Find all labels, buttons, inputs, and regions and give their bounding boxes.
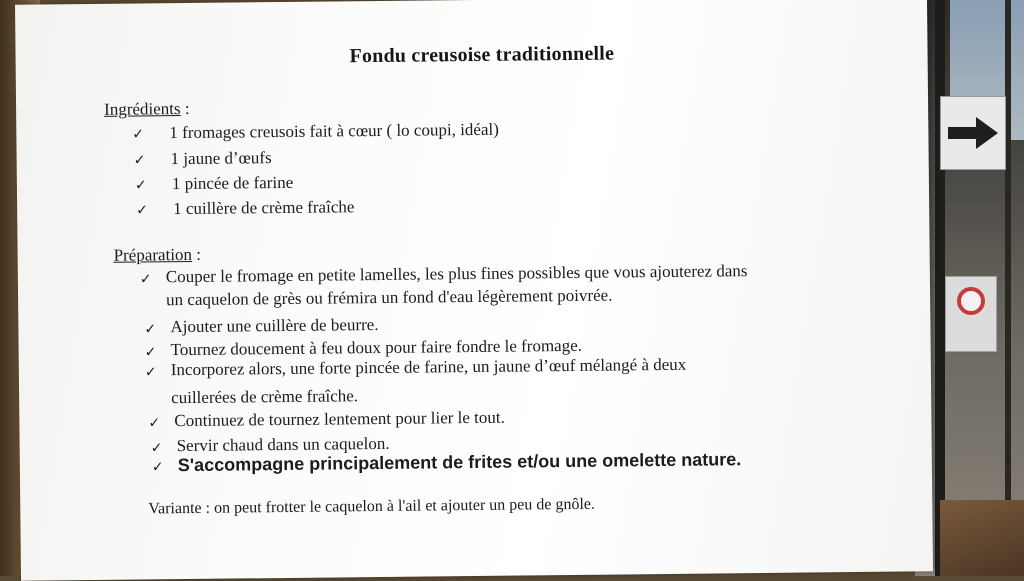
ingredient-item: 1 jaune d’œufs: [170, 148, 272, 169]
ingredient-item: 1 fromages creusois fait à cœur ( lo coupi, idéal): [169, 119, 499, 143]
ingredient-item: 1 pincée de farine: [171, 172, 294, 194]
check-icon: ✓: [132, 126, 145, 143]
check-icon: ✓: [139, 271, 152, 288]
preparation-heading-colon: :: [191, 244, 202, 264]
preparation-step-line: Incorporez alors, une forte pincée de farine, un jaune d’œuf mélangé à deux: [170, 354, 687, 380]
preparation-step-line: Continuez de tournez lentement pour lier le tout.: [174, 407, 505, 431]
recipe-variant: Variante : on peut frotter le caquelon à l'ail et ajouter un peu de gnôle.: [148, 495, 596, 518]
preparation-step-line: Ajouter une cuillère de beurre.: [170, 315, 379, 337]
preparation-step-line: un caquelon de grès ou frémira un fond d'eau légèrement poivrée.: [166, 285, 613, 310]
ingredients-heading: [104, 99, 190, 120]
preparation-step-line: Servir chaud dans un caquelon.: [176, 433, 390, 456]
glass-door-frame-secondary: [1005, 0, 1011, 576]
arrow-sign: [940, 96, 1006, 170]
check-icon: ✓: [144, 364, 157, 381]
preparation-step-line: Couper le fromage en petite lamelles, les plus fines possibles que vous ajouterez dans: [165, 261, 748, 287]
check-icon: ✓: [150, 440, 163, 457]
check-icon: ✓: [144, 321, 157, 338]
preparation-heading: [114, 245, 202, 266]
glass-door-frame: [935, 0, 945, 576]
check-icon: ✓: [148, 415, 161, 432]
recipe-sheet: [15, 0, 933, 581]
check-icon: ✓: [151, 459, 164, 476]
ingredient-item: 1 cuillère de crème fraîche: [173, 197, 355, 219]
preparation-step-line: S'accompagne principalement de frites et/ou une omelette nature.: [177, 449, 742, 476]
prohibition-icon: [957, 287, 985, 315]
check-icon: ✓: [144, 344, 157, 361]
background-furniture: [940, 500, 1024, 576]
recipe-title: Fondu creusoise traditionnelle: [349, 42, 615, 68]
arrow-right-icon: [946, 113, 1000, 153]
check-icon: ✓: [136, 202, 148, 219]
check-icon: ✓: [133, 152, 146, 169]
preparation-step-line: cuillerées de crème fraîche.: [171, 386, 359, 408]
prohibition-sign: [945, 276, 997, 352]
check-icon: ✓: [134, 177, 147, 194]
preparation-heading-label: Préparation: [113, 244, 193, 265]
ingredients-heading-colon: :: [180, 98, 190, 119]
preparation-step-line: Tournez doucement à feu doux pour faire fondre le fromage.: [170, 335, 583, 360]
ingredients-heading-label: Ingrédients: [104, 99, 181, 119]
